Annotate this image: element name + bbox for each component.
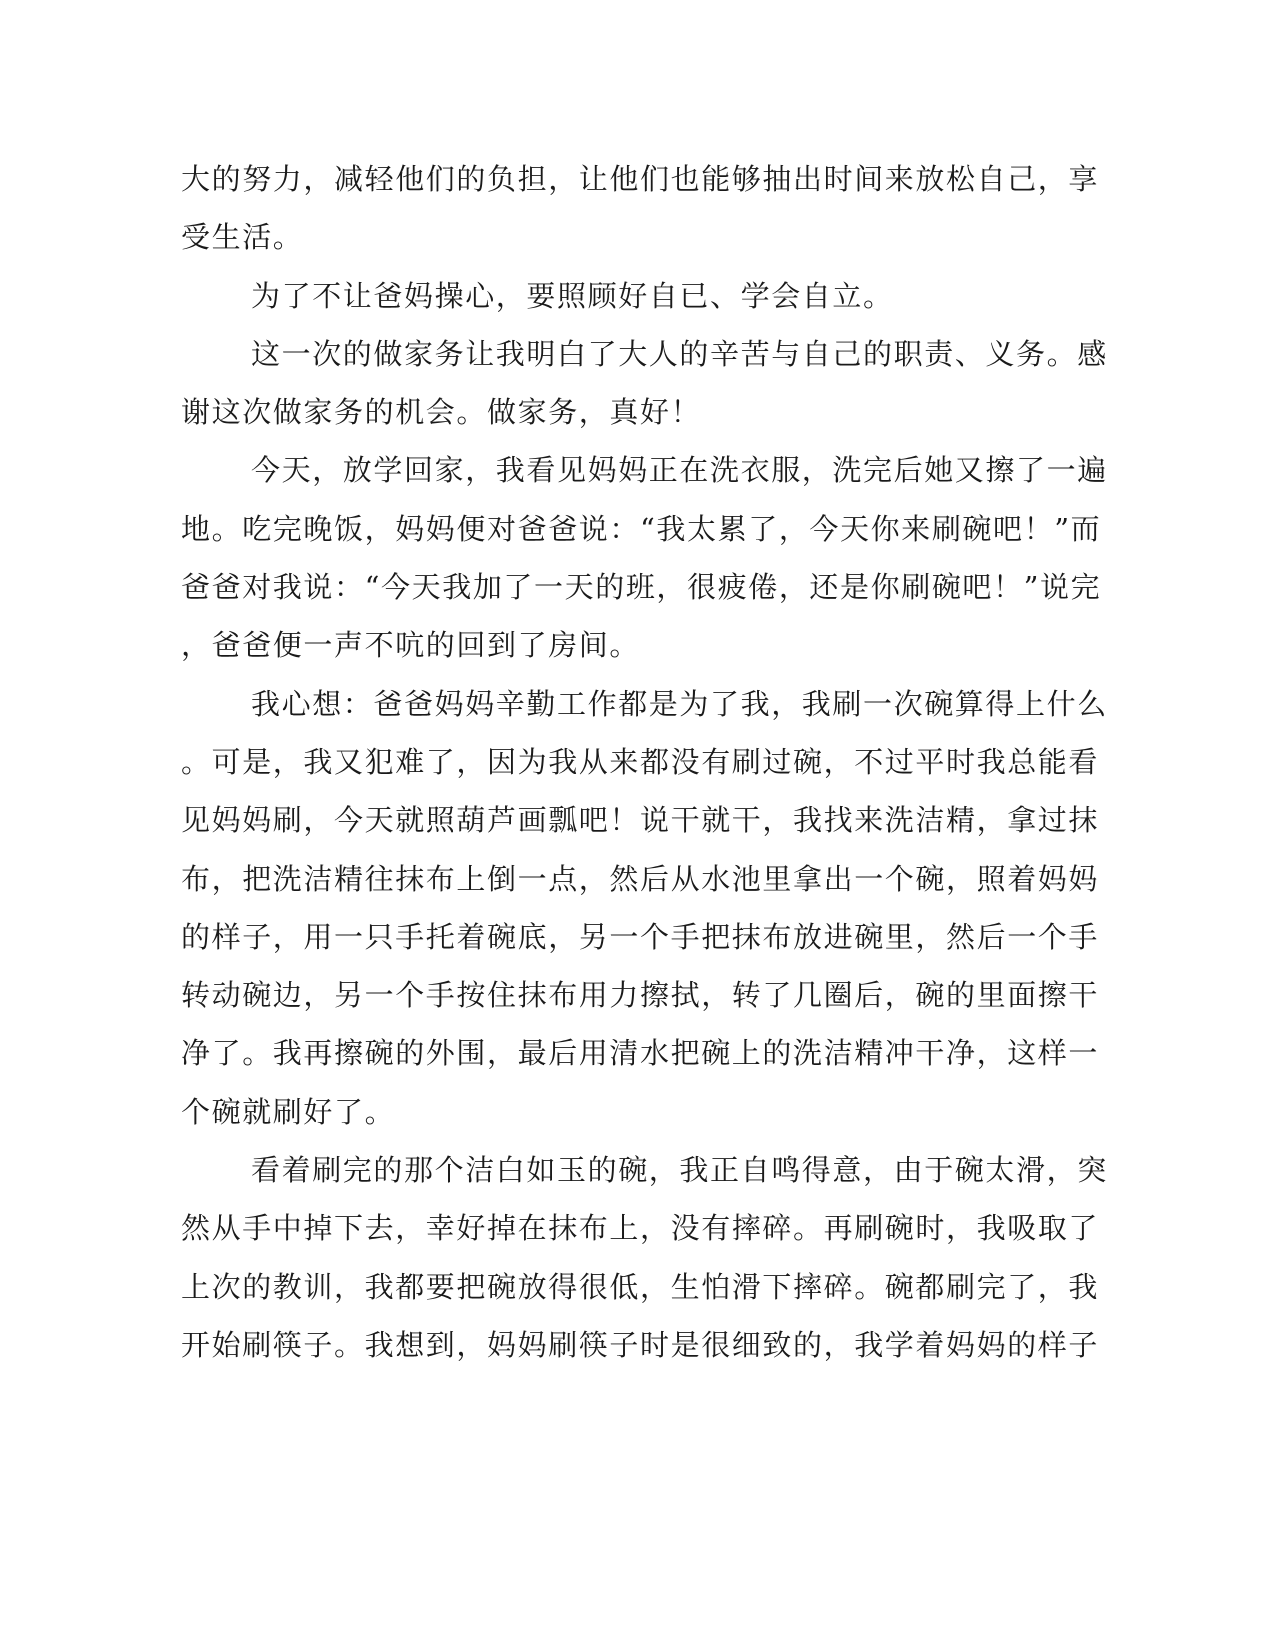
paragraph-start-line: 为了不让爸妈操心，要照顾好自已、学会自立。 bbox=[251, 278, 894, 313]
text-line: 转动碗边，另一个手按住抹布用力擦拭，转了几圈后，碗的里面擦干 bbox=[181, 978, 1100, 1013]
paragraph-start-line: 看着刷完的那个洁白如玉的碗，我正自鸣得意，由于碗太滑，突 bbox=[251, 1153, 1108, 1188]
paragraph-start-line: 今天，放学回家，我看见妈妈正在洗衣服，洗完后她又擦了一遍 bbox=[251, 453, 1108, 488]
text-line: 大的努力，减轻他们的负担，让他们也能够抽出时间来放松自己，享 bbox=[181, 162, 1100, 196]
text-line: 个碗就刷好了。 bbox=[181, 1094, 396, 1129]
text-line: ，爸爸便一声不吭的回到了房间。 bbox=[181, 628, 641, 663]
text-line: 上次的教训，我都要把碗放得很低，生怕滑下摔碎。碗都刷完了，我 bbox=[181, 1269, 1100, 1304]
paragraph-start-line: 我心想：爸爸妈妈辛勤工作都是为了我，我刷一次碗算得上什么 bbox=[251, 686, 1108, 721]
paragraph-start-line: 这一次的做家务让我明白了大人的辛苦与自己的职责、义务。感 bbox=[251, 336, 1108, 371]
text-line: 。可是，我又犯难了，因为我从来都没有刷过碗，不过平时我总能看 bbox=[181, 744, 1100, 779]
text-line: 谢这次做家务的机会。做家务，真好！ bbox=[181, 395, 702, 430]
text-line: 受生活。 bbox=[181, 220, 304, 255]
text-line: 爸爸对我说：“今天我加了一天的班，很疲倦，还是你刷碗吧！”说完 bbox=[181, 570, 1102, 605]
text-line: 地。吃完晚饭，妈妈便对爸爸说：“我太累了，今天你来刷碗吧！”而 bbox=[181, 511, 1102, 546]
text-line: 布，把洗洁精往抹布上倒一点，然后从水池里拿出一个碗，照着妈妈 bbox=[181, 861, 1100, 896]
essay-body bbox=[181, 150, 1108, 1374]
text-line: 开始刷筷子。我想到，妈妈刷筷子时是很细致的，我学着妈妈的样子 bbox=[181, 1327, 1100, 1362]
text-line: 的样子，用一只手托着碗底，另一个手把抹布放进碗里，然后一个手 bbox=[181, 919, 1100, 954]
text-line: 净了。我再擦碗的外围，最后用清水把碗上的洗洁精冲干净，这样一 bbox=[181, 1036, 1100, 1071]
text-line: 见妈妈刷，今天就照葫芦画瓢吧！说干就干，我找来洗洁精，拿过抹 bbox=[181, 803, 1100, 838]
text-line: 然从手中掉下去，幸好掉在抹布上，没有摔碎。再刷碗时，我吸取了 bbox=[181, 1211, 1100, 1246]
